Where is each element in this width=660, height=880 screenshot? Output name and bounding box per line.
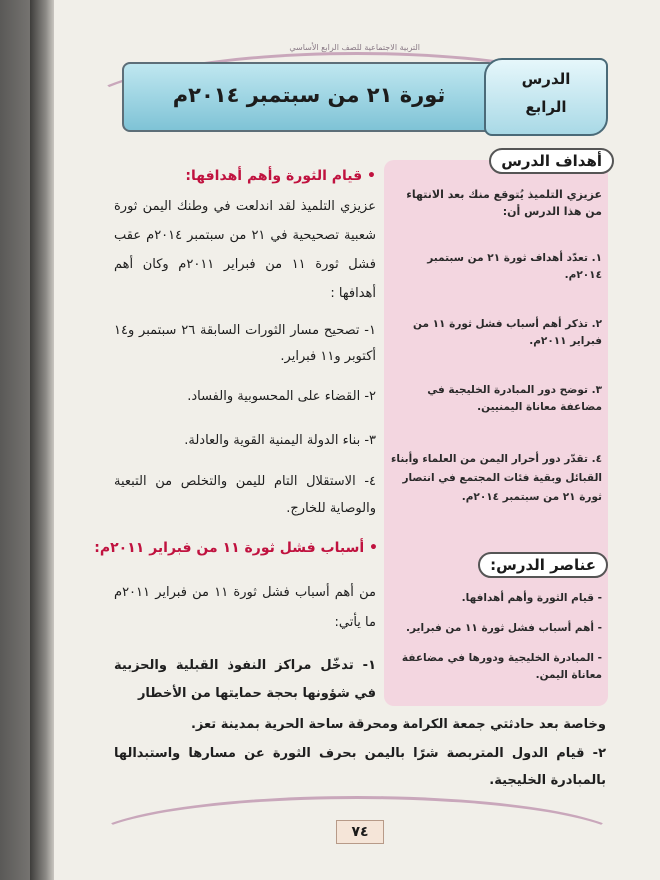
objective-item-1 bbox=[390, 250, 602, 284]
section2-heading-text: أسباب فشل ثورة ١١ من فبراير ٢٠١١م: bbox=[94, 540, 365, 556]
objective-text: توضح دور المبادرة الخليجية في مضاعفة معاناة اليمنيين. bbox=[427, 384, 602, 413]
objectives-intro: عزيزي التلميذ يُتوقع منك بعد الانتهاء من هذا الدرس أن: bbox=[406, 188, 602, 218]
objective-number: ٣. bbox=[591, 384, 602, 396]
lesson-label: الدرس bbox=[521, 70, 571, 88]
page-number: ٧٤ bbox=[336, 820, 384, 844]
lesson-title-banner bbox=[122, 62, 496, 132]
objective-text: تقدّر دور أحرار اليمن من العلماء وأبناء القبائل وبقية فئات المجتمع في انتصار ثورة ٢١ من سبتمبر ٢٠١٤م. bbox=[391, 453, 602, 503]
lesson-title: ثورة ٢١ من سبتمبر ٢٠١٤م bbox=[172, 83, 446, 107]
book-spine bbox=[30, 0, 56, 880]
section1-goal-3: ٣- بناء الدولة اليمنية القوية والعادلة. bbox=[184, 433, 376, 448]
section2-reason-1: ١- تدخّل مراكز النفوذ القبلية والحزبية في شؤونها بحجة حمايتها من الأخطار bbox=[114, 658, 376, 701]
objective-text: تعدّد أهداف ثورة ٢١ من سبتمبر ٢٠١٤م. bbox=[427, 252, 602, 281]
objective-number: ١. bbox=[591, 252, 602, 264]
objectives-tag: أهداف الدرس bbox=[489, 148, 614, 174]
objective-item-2 bbox=[390, 316, 602, 350]
section2-intro: من أهم أسباب فشل ثورة ١١ من فبراير ٢٠١١م ما يأتي: bbox=[114, 585, 376, 630]
section2-heading bbox=[94, 540, 378, 556]
lesson-number-badge bbox=[484, 58, 608, 136]
section2-reason-1-continued: وخاصة بعد حادثتي جمعة الكرامة ومحرقة ساحة الحرية بمدينة تعز. bbox=[190, 717, 606, 732]
bullet-icon: • bbox=[362, 168, 376, 184]
lesson-element-3: - المبادرة الخليجية ودورها في مضاعفة معاناة اليمن. bbox=[401, 652, 602, 681]
lesson-element-2: - أهم أسباب فشل ثورة ١١ من فبراير. bbox=[405, 622, 602, 634]
objective-item-4 bbox=[390, 450, 602, 507]
section1-heading bbox=[185, 168, 376, 184]
bullet-icon: • bbox=[364, 540, 378, 556]
objective-text: تذكر أهم أسباب فشل ثورة ١١ من فبراير ٢٠١١م. bbox=[413, 318, 602, 347]
section1-goal-2: ٢- القضاء على المحسوبية والفساد. bbox=[187, 389, 376, 404]
objective-number: ٢. bbox=[591, 318, 602, 330]
book-page bbox=[54, 0, 660, 880]
section1-heading-text: قيام الثورة وأهم أهدافها: bbox=[185, 168, 363, 184]
section2-reason-2: ٢- قيام الدول المتربصة شرًا باليمن بحرف الثورة عن مسارها واستبدالها بالمبادرة الخليجية. bbox=[114, 746, 606, 788]
facing-page-edge bbox=[0, 0, 32, 880]
section1-goal-4: ٤- الاستقلال التام لليمن والتخلص من التبعية والوصاية للخارج. bbox=[114, 474, 376, 516]
section1-goal-1: ١- تصحيح مسار الثورات السابقة ٢٦ سبتمبر و١٤ أكتوبر و١١ فبراير. bbox=[114, 323, 376, 364]
section1-paragraph: عزيزي التلميذ لقد اندلعت في وطنك اليمن ثورة شعبية تصحيحية في ٢١ من سبتمبر ٢٠١٤م عقب فشل ثورة ١١ من فبراير ٢٠١١م وكان أهم أهدافها : bbox=[114, 199, 377, 301]
lesson-elements-tag: عناصر الدرس: bbox=[478, 552, 608, 578]
lesson-element-1: - قيام الثورة وأهم أهدافها. bbox=[461, 592, 602, 604]
lesson-ordinal: الرابع bbox=[525, 98, 567, 116]
objective-item-3 bbox=[390, 382, 602, 416]
running-header: التربية الاجتماعية للصف الرابع الأساسي bbox=[289, 43, 420, 52]
objective-number: ٤. bbox=[591, 453, 602, 465]
